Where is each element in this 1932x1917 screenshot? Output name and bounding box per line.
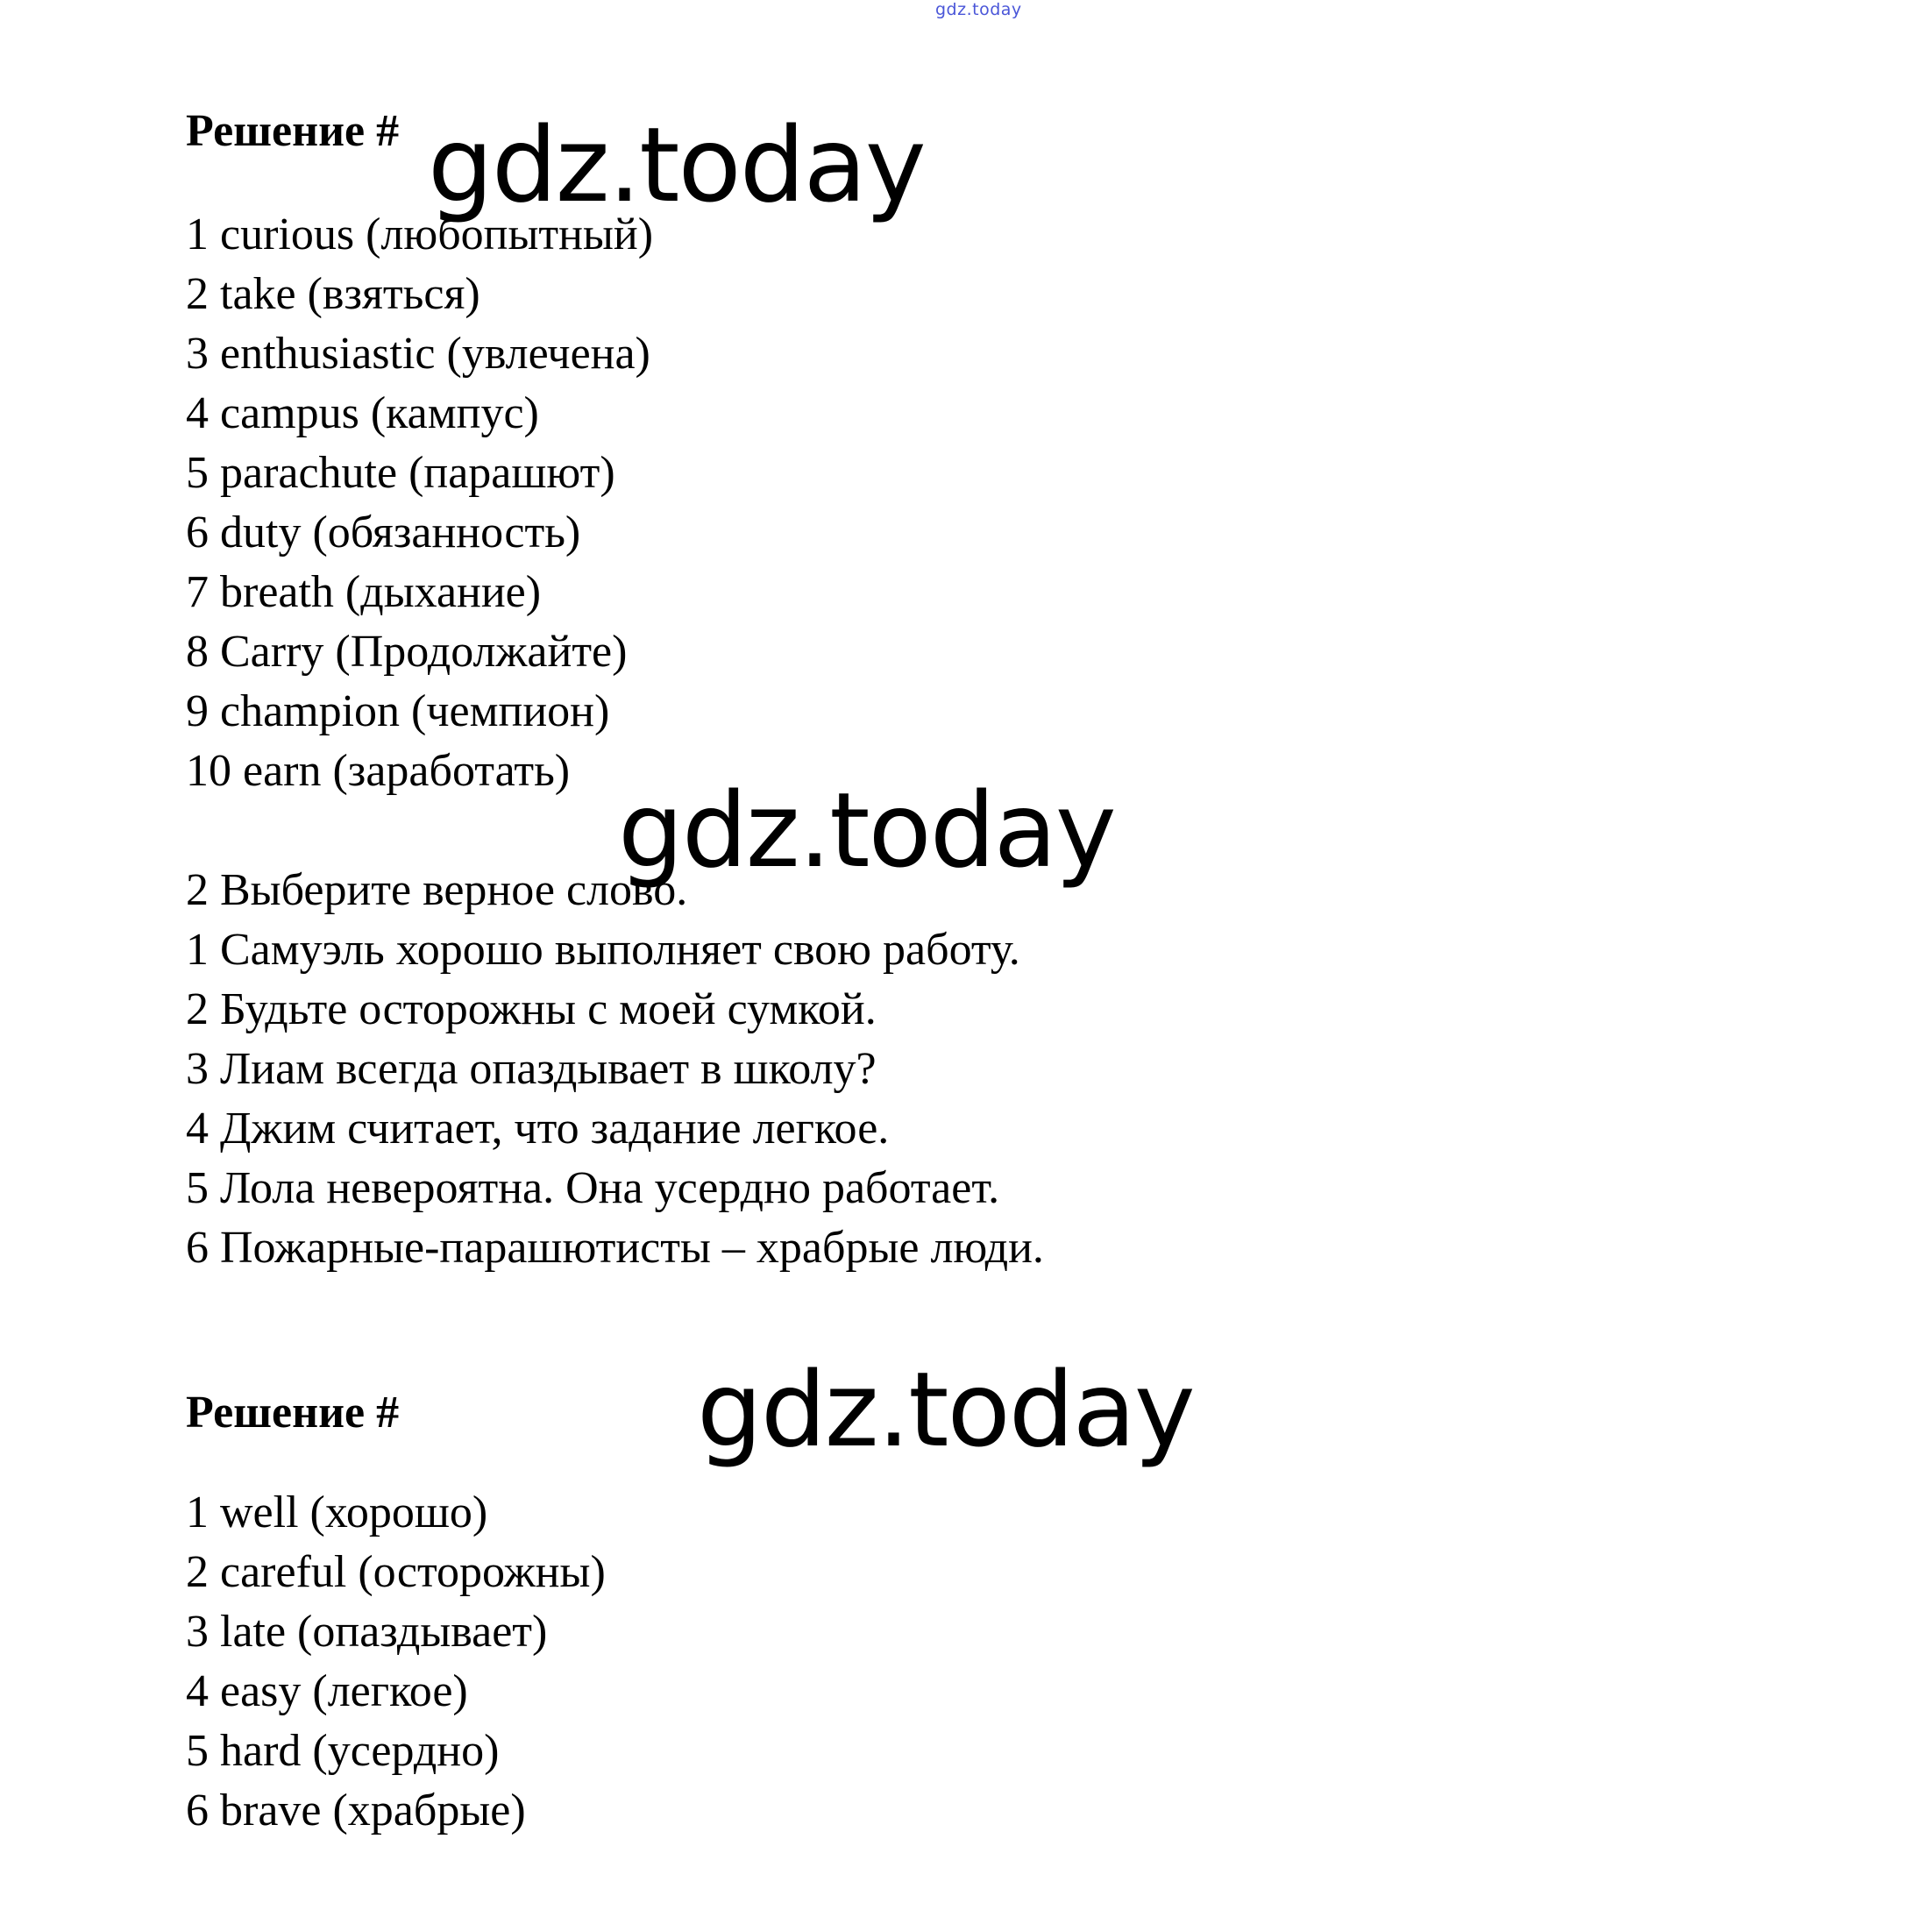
answer-line: 5 parachute (парашют) bbox=[186, 448, 615, 498]
answer-line: 5 hard (усердно) bbox=[186, 1726, 500, 1776]
answer-line: 1 well (хорошо) bbox=[186, 1487, 488, 1537]
sentence-line: 6 Пожарные-парашютисты – храбрые люди. bbox=[186, 1223, 1044, 1273]
answer-line: 7 breath (дыхание) bbox=[186, 567, 542, 617]
answer-line: 2 take (взяться) bbox=[186, 269, 480, 319]
answer-line: 6 duty (обязанность) bbox=[186, 508, 581, 557]
solution-heading-2: Решение # bbox=[186, 1388, 400, 1438]
watermark-2: gdz.today bbox=[618, 770, 1115, 891]
sentence-line: 1 Самуэль хорошо выполняет свою работу. bbox=[186, 925, 1020, 975]
sentence-line: 5 Лола невероятна. Она усердно работает. bbox=[186, 1163, 1000, 1213]
sentence-line: 4 Джим считает, что задание легкое. bbox=[186, 1104, 890, 1154]
answer-line: 10 earn (заработать) bbox=[186, 746, 571, 796]
answer-line: 2 careful (осторожны) bbox=[186, 1547, 606, 1597]
answer-line: 1 curious (любопытный) bbox=[186, 209, 654, 259]
top-watermark: gdz.today bbox=[935, 0, 1022, 19]
answer-line: 3 enthusiastic (увлечена) bbox=[186, 329, 650, 379]
answer-line: 8 Carry (Продолжайте) bbox=[186, 627, 628, 677]
solution-heading-1: Решение # bbox=[186, 106, 400, 156]
sentence-line: 2 Будьте осторожны с моей сумкой. bbox=[186, 984, 877, 1034]
answer-line: 3 late (опаздывает) bbox=[186, 1607, 548, 1657]
watermark-1: gdz.today bbox=[428, 104, 925, 225]
answer-line: 4 campus (кампус) bbox=[186, 388, 539, 438]
watermark-3: gdz.today bbox=[697, 1349, 1194, 1470]
answer-line: 4 easy (легкое) bbox=[186, 1666, 468, 1716]
answer-line: 9 champion (чемпион) bbox=[186, 686, 610, 736]
exercise-title: 2 Выберите верное слово. bbox=[186, 865, 688, 915]
sentence-line: 3 Лиам всегда опаздывает в школу? bbox=[186, 1044, 877, 1094]
answer-line: 6 brave (храбрые) bbox=[186, 1786, 526, 1835]
